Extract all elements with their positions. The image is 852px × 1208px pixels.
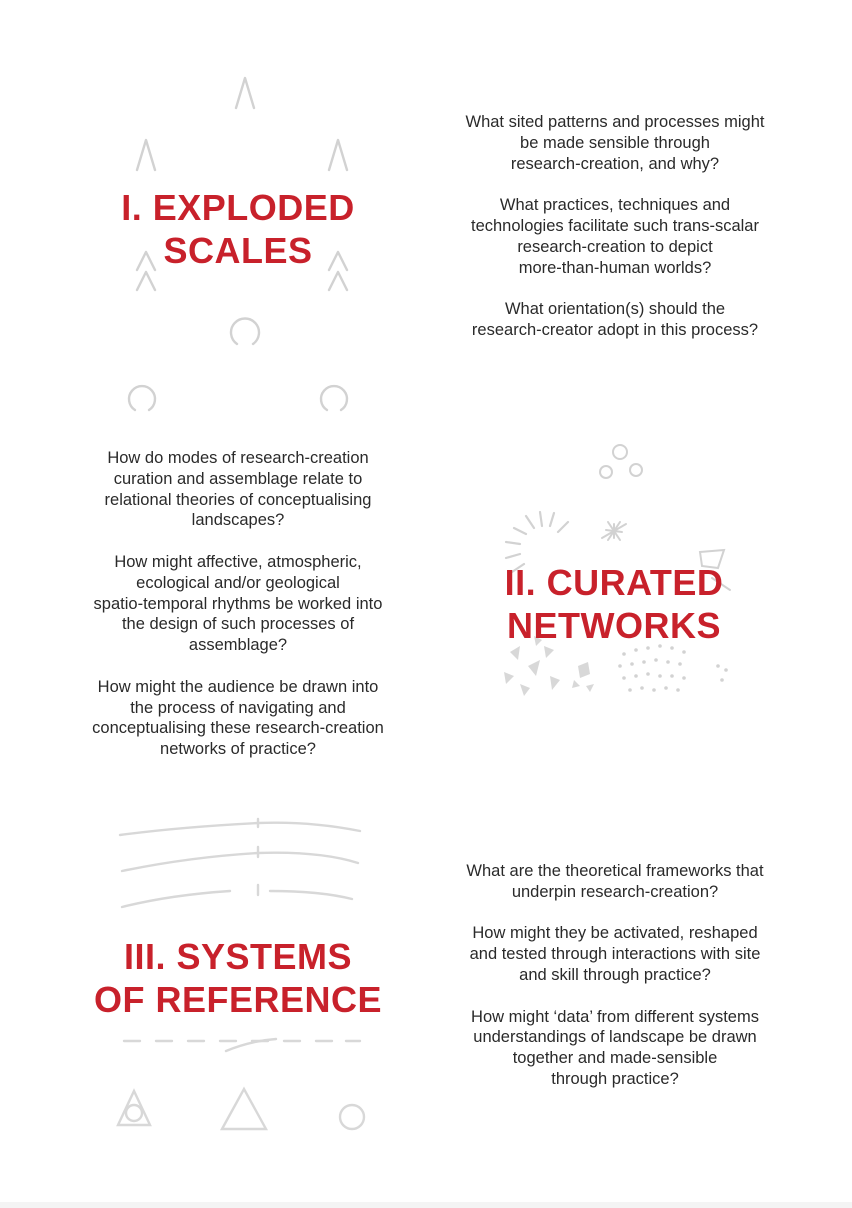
question-line: the process of navigating and [130,698,346,717]
question-line: ecological and/or geological [136,573,340,592]
question-line: What sited patterns and processes might [465,113,765,131]
question [440,861,790,903]
question-line: How do modes of research-creation [107,449,369,467]
section-1-heading [88,186,388,272]
heading-line: NETWORKS [507,605,721,646]
heading-line: II. CURATED [504,562,724,603]
question-line: How might they be activated, reshaped [472,924,758,943]
question-line: understandings of landscape be drawn [473,1028,757,1047]
question-line: the design of such processes of [121,615,355,634]
question [440,923,790,985]
question [440,1007,790,1090]
question-line: What practices, techniques and [499,196,731,215]
heading-line: OF REFERENCE [93,979,383,1020]
question [63,552,413,656]
question-line: What are the theoretical frameworks that [466,862,764,880]
question [440,299,790,341]
question [63,448,413,531]
heading-line: III. SYSTEMS [123,936,353,977]
question-line: more-than-human worlds? [518,258,712,277]
question-line: How might affective, atmospheric, [114,552,362,571]
question [63,677,413,760]
question-line: through practice? [551,1069,679,1088]
question [440,112,790,174]
section-3-heading [68,935,408,1021]
section-1-questions [440,112,790,341]
section-2-heading [464,561,764,647]
question-line: How might ‘data’ from different systems [471,1007,759,1026]
question-line: What orientation(s) should the [504,300,726,319]
question-line: relational theories of conceptualising [104,490,372,509]
question-line: How might the audience be drawn into [97,677,379,696]
heading-line: SCALES [163,230,313,271]
question-line: and skill through practice? [519,965,711,984]
question-line: conceptualising these research-creation [92,719,384,738]
question-line: be made sensible through [520,133,710,152]
section-3-questions [440,861,790,1090]
question-line: assemblage? [188,636,288,655]
question-line: together and made-sensible [512,1049,718,1068]
section-2-questions [63,448,413,760]
question-line: landscapes? [191,511,285,530]
question-line: underpin research-creation? [511,882,719,901]
heading-line: I. EXPLODED [121,187,355,228]
question-line: curation and assemblage relate to [113,469,363,488]
question-line: technologies facilitate such trans-scalar [471,216,759,235]
question-line: networks of practice? [160,740,316,759]
question-line: spatio-temporal rhythms be worked into [93,594,383,613]
page-bottom-edge [0,1202,852,1208]
question-line: and tested through interactions with site [469,945,761,964]
question-line: research-creator adopt in this process? [471,320,759,339]
question [440,195,790,278]
question-line: research-creation to depict [517,237,713,256]
question-line: research-creation, and why? [510,154,720,173]
